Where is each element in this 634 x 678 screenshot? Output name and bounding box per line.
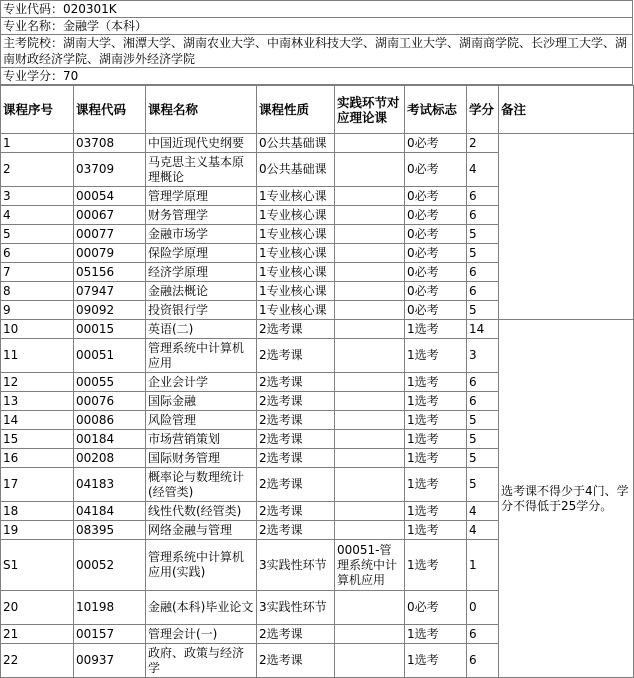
course-name: 金融(本科)毕业论文 (146, 591, 257, 625)
header-name: 课程名称 (146, 86, 257, 134)
course-table-body (1, 134, 634, 678)
table-row (1, 320, 634, 339)
course-name: 概率论与数理统计(经管类) (146, 468, 257, 502)
course-type: 1专业核心课 (257, 244, 335, 263)
header-exam: 考试标志 (405, 86, 467, 134)
course-name: 企业会计学 (146, 373, 257, 392)
course-credit: 6 (467, 282, 499, 301)
course-practice (335, 468, 405, 502)
header-code: 课程代码 (74, 86, 146, 134)
course-seq: 13 (1, 392, 74, 411)
course-code: 00067 (74, 206, 146, 225)
course-exam: 0必考 (405, 206, 467, 225)
course-credit: 14 (467, 320, 499, 339)
course-code: 05156 (74, 263, 146, 282)
course-exam: 1选考 (405, 521, 467, 540)
course-credit: 5 (467, 225, 499, 244)
course-practice (335, 449, 405, 468)
course-exam: 1选考 (405, 373, 467, 392)
course-seq: 15 (1, 430, 74, 449)
remark-empty-cell (499, 134, 634, 320)
course-seq: 4 (1, 206, 74, 225)
course-exam: 1选考 (405, 625, 467, 644)
course-name: 国际财务管理 (146, 449, 257, 468)
course-code: 04183 (74, 468, 146, 502)
course-name: 投资银行学 (146, 301, 257, 320)
course-seq: 20 (1, 591, 74, 625)
table-header-row (1, 86, 634, 134)
course-exam: 1选考 (405, 502, 467, 521)
course-type: 2选考课 (257, 339, 335, 373)
course-practice (335, 373, 405, 392)
course-name: 保险学原理 (146, 244, 257, 263)
course-name: 经济学原理 (146, 263, 257, 282)
course-type: 2选考课 (257, 320, 335, 339)
course-type: 2选考课 (257, 625, 335, 644)
course-seq: 21 (1, 625, 74, 644)
major-code: 专业代码：020301K (1, 1, 633, 18)
course-exam: 1选考 (405, 320, 467, 339)
major-credits: 专业学分：70 (1, 68, 633, 85)
course-credit: 5 (467, 430, 499, 449)
course-name: 管理学原理 (146, 187, 257, 206)
course-code: 00076 (74, 392, 146, 411)
course-name: 管理会计(一) (146, 625, 257, 644)
course-credit: 5 (467, 468, 499, 502)
course-name: 市场营销策划 (146, 430, 257, 449)
course-exam: 0必考 (405, 225, 467, 244)
course-name: 金融法概论 (146, 282, 257, 301)
course-type: 2选考课 (257, 411, 335, 430)
course-practice (335, 591, 405, 625)
course-exam: 1选考 (405, 411, 467, 430)
course-code: 03709 (74, 153, 146, 187)
course-credit: 6 (467, 644, 499, 678)
course-seq: S1 (1, 540, 74, 591)
course-code: 00157 (74, 625, 146, 644)
header-seq: 课程序号 (1, 86, 74, 134)
course-seq: 22 (1, 644, 74, 678)
course-code: 00086 (74, 411, 146, 430)
course-code: 00015 (74, 320, 146, 339)
course-name: 政府、政策与经济学 (146, 644, 257, 678)
course-practice (335, 339, 405, 373)
course-exam: 0必考 (405, 282, 467, 301)
course-code: 00055 (74, 373, 146, 392)
course-practice (335, 411, 405, 430)
course-name: 金融市场学 (146, 225, 257, 244)
course-credit: 0 (467, 591, 499, 625)
course-practice (335, 430, 405, 449)
header-practice: 实践环节对应理论课 (335, 86, 405, 134)
course-name: 管理系统中计算机应用 (146, 339, 257, 373)
course-practice (335, 625, 405, 644)
course-practice (335, 644, 405, 678)
course-name: 英语(二) (146, 320, 257, 339)
course-code: 00052 (74, 540, 146, 591)
course-exam: 1选考 (405, 644, 467, 678)
course-code: 00937 (74, 644, 146, 678)
course-credit: 5 (467, 244, 499, 263)
course-exam: 1选考 (405, 540, 467, 591)
course-credit: 6 (467, 187, 499, 206)
course-code: 00184 (74, 430, 146, 449)
course-exam: 0必考 (405, 301, 467, 320)
course-code: 00208 (74, 449, 146, 468)
course-type: 2选考课 (257, 644, 335, 678)
course-type: 2选考课 (257, 373, 335, 392)
course-exam: 0必考 (405, 134, 467, 153)
course-practice (335, 521, 405, 540)
course-credit: 6 (467, 392, 499, 411)
course-seq: 7 (1, 263, 74, 282)
course-exam: 0必考 (405, 153, 467, 187)
course-exam: 1选考 (405, 339, 467, 373)
course-seq: 11 (1, 339, 74, 373)
course-practice (335, 282, 405, 301)
course-practice (335, 153, 405, 187)
course-practice (335, 502, 405, 521)
course-practice (335, 392, 405, 411)
course-code: 00077 (74, 225, 146, 244)
course-seq: 17 (1, 468, 74, 502)
course-exam: 1选考 (405, 430, 467, 449)
course-exam: 0必考 (405, 263, 467, 282)
header-credit: 学分 (467, 86, 499, 134)
course-practice (335, 320, 405, 339)
course-seq: 1 (1, 134, 74, 153)
course-code: 00054 (74, 187, 146, 206)
course-type: 0公共基础课 (257, 153, 335, 187)
course-type: 1专业核心课 (257, 225, 335, 244)
course-credit: 1 (467, 540, 499, 591)
course-exam: 0必考 (405, 591, 467, 625)
course-credit: 5 (467, 411, 499, 430)
course-type: 2选考课 (257, 468, 335, 502)
course-name: 财务管理学 (146, 206, 257, 225)
course-code: 09092 (74, 301, 146, 320)
course-practice (335, 263, 405, 282)
course-seq: 6 (1, 244, 74, 263)
course-credit: 3 (467, 339, 499, 373)
course-credit: 6 (467, 206, 499, 225)
course-name: 中国近现代史纲要 (146, 134, 257, 153)
course-seq: 12 (1, 373, 74, 392)
course-type: 0公共基础课 (257, 134, 335, 153)
course-credit: 4 (467, 153, 499, 187)
course-code: 03708 (74, 134, 146, 153)
course-practice (335, 206, 405, 225)
course-name: 风险管理 (146, 411, 257, 430)
course-credit: 4 (467, 502, 499, 521)
course-seq: 3 (1, 187, 74, 206)
course-type: 3实践性环节 (257, 540, 335, 591)
course-credit: 2 (467, 134, 499, 153)
course-exam: 0必考 (405, 187, 467, 206)
header-type: 课程性质 (257, 86, 335, 134)
course-type: 2选考课 (257, 392, 335, 411)
major-name: 专业名称：金融学（本科） (1, 18, 633, 35)
course-seq: 18 (1, 502, 74, 521)
course-name: 管理系统中计算机应用(实践) (146, 540, 257, 591)
course-name: 网络金融与管理 (146, 521, 257, 540)
course-practice (335, 225, 405, 244)
course-type: 2选考课 (257, 521, 335, 540)
course-seq: 16 (1, 449, 74, 468)
course-practice (335, 134, 405, 153)
course-seq: 14 (1, 411, 74, 430)
course-type: 1专业核心课 (257, 263, 335, 282)
course-type: 2选考课 (257, 502, 335, 521)
course-name: 国际金融 (146, 392, 257, 411)
course-seq: 2 (1, 153, 74, 187)
course-code: 00051 (74, 339, 146, 373)
course-exam: 1选考 (405, 392, 467, 411)
course-seq: 9 (1, 301, 74, 320)
course-code: 08395 (74, 521, 146, 540)
course-seq: 8 (1, 282, 74, 301)
course-practice: 00051-管理系统中计算机应用 (335, 540, 405, 591)
course-type: 1专业核心课 (257, 187, 335, 206)
course-credit: 6 (467, 373, 499, 392)
course-code: 07947 (74, 282, 146, 301)
course-type: 1专业核心课 (257, 282, 335, 301)
table-row (1, 134, 634, 153)
course-name: 马克思主义基本原理概论 (146, 153, 257, 187)
course-credit: 5 (467, 449, 499, 468)
course-practice (335, 244, 405, 263)
course-type: 2选考课 (257, 449, 335, 468)
course-code: 10198 (74, 591, 146, 625)
major-info-table (0, 0, 633, 85)
course-type: 3实践性环节 (257, 591, 335, 625)
course-credit: 6 (467, 625, 499, 644)
course-seq: 5 (1, 225, 74, 244)
course-type: 2选考课 (257, 430, 335, 449)
course-seq: 10 (1, 320, 74, 339)
course-code: 04184 (74, 502, 146, 521)
header-remark: 备注 (499, 86, 634, 134)
remark-cell: 选考课不得少于4门、学分不得低于25学分。 (499, 320, 634, 678)
course-exam: 0必考 (405, 244, 467, 263)
course-type: 1专业核心课 (257, 206, 335, 225)
course-credit: 4 (467, 521, 499, 540)
course-practice (335, 301, 405, 320)
course-credit: 6 (467, 263, 499, 282)
course-type: 1专业核心课 (257, 301, 335, 320)
exam-schools: 主考院校：湖南大学、湘潭大学、湖南农业大学、中南林业科技大学、湖南工业大学、湖南商学院、长沙理工大学、湖南财政经济学院、湖南涉外经济学院 (1, 35, 633, 68)
course-credit: 5 (467, 301, 499, 320)
course-exam: 1选考 (405, 468, 467, 502)
course-code: 00079 (74, 244, 146, 263)
course-practice (335, 187, 405, 206)
course-name: 线性代数(经管类) (146, 502, 257, 521)
course-seq: 19 (1, 521, 74, 540)
course-table (0, 85, 634, 678)
course-exam: 1选考 (405, 449, 467, 468)
